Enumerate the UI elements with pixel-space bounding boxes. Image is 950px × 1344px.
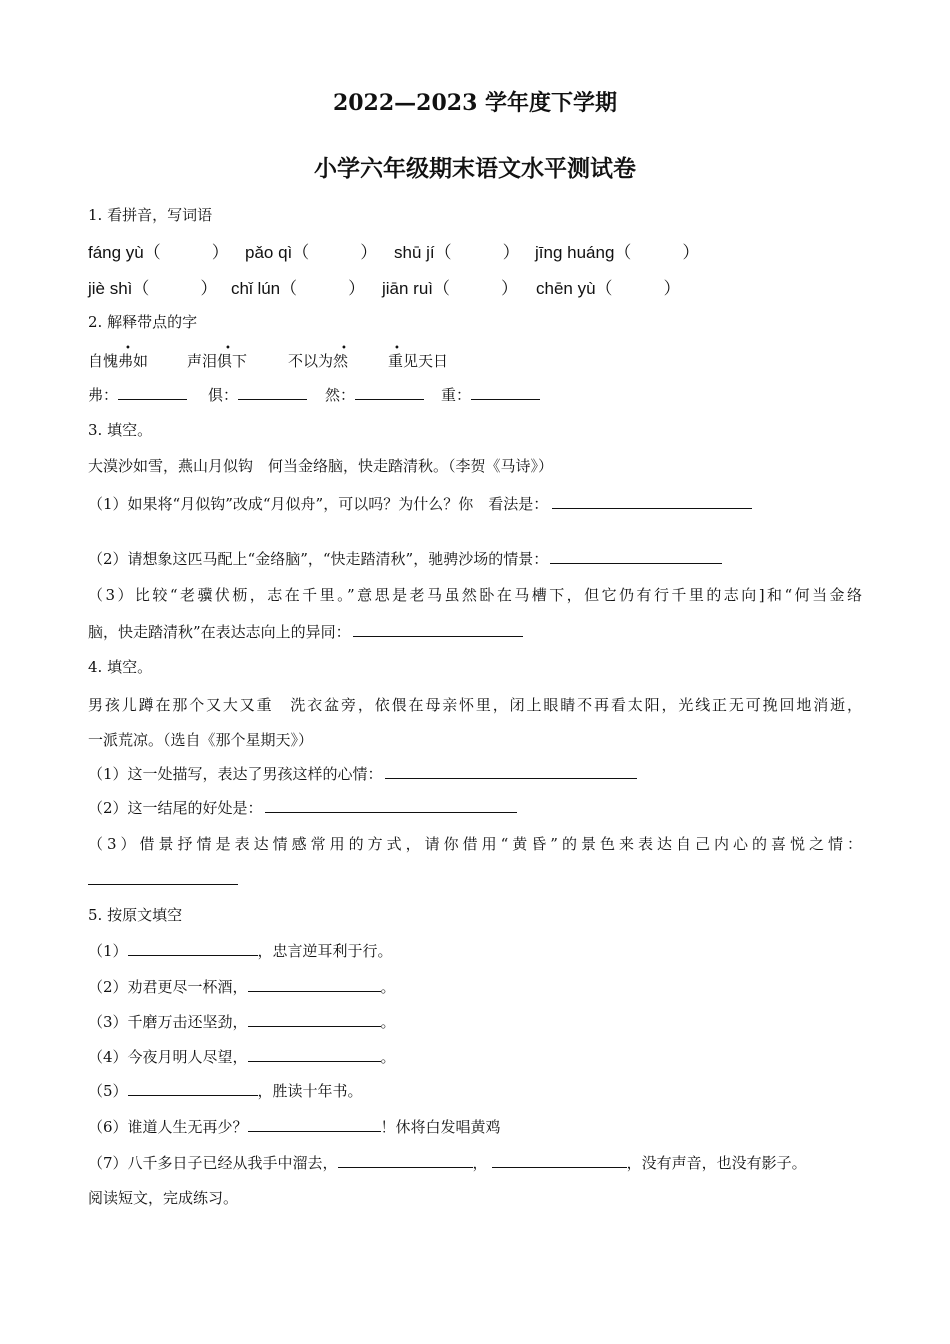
question-text: ， bbox=[472, 1154, 488, 1172]
word-text: 不以为然 bbox=[288, 352, 349, 370]
word-text: 声泪俱下 bbox=[187, 352, 248, 370]
question-text: （6）谁道人生无再少？ bbox=[88, 1118, 248, 1136]
pinyin-item: shū jí（ ） bbox=[394, 243, 520, 262]
answer-blank[interactable] bbox=[338, 1153, 473, 1168]
q1-pinyin-row-2 bbox=[88, 274, 681, 299]
emphasis-dot-icon: • bbox=[394, 343, 400, 354]
q5-item-7 bbox=[88, 1152, 807, 1173]
q1-heading: 1. 看拼音，写词语 bbox=[88, 206, 213, 224]
emphasis-dot-icon: • bbox=[341, 343, 347, 354]
q3-sub3-line2 bbox=[88, 621, 523, 642]
q4-sub3-answer bbox=[88, 870, 238, 889]
q4-sub1 bbox=[88, 763, 637, 784]
answer-blank[interactable] bbox=[248, 1047, 381, 1062]
dotted-word bbox=[187, 343, 288, 371]
q5-item-6 bbox=[88, 1116, 501, 1137]
question-text: ！休将白发唱黄鸡 bbox=[380, 1118, 501, 1136]
q5-heading: 5. 按原文填空 bbox=[88, 906, 183, 924]
answer-blank[interactable] bbox=[88, 870, 238, 885]
q2-answers bbox=[88, 384, 540, 405]
dotted-word bbox=[88, 343, 187, 371]
q4-passage-line1: 男孩儿蹲在那个又大又重 洗衣盆旁，依偎在母亲怀里，闭上眼睛不再看太阳，光线正无可挽回地消逝， bbox=[88, 696, 862, 714]
answer-blank[interactable] bbox=[552, 494, 752, 509]
question-text: ，没有声音，也没有影子。 bbox=[626, 1154, 807, 1172]
question-text: （5） bbox=[88, 1082, 128, 1100]
question-text: （7）八千多日子已经从我手中溜去， bbox=[88, 1154, 338, 1172]
q3-sub3-line1: （3）比较“老骥伏枥，志在千里。”意思是老马虽然卧在马槽下，但它仍有行千里的志向]和“何当金络 bbox=[88, 586, 862, 604]
answer-blank[interactable] bbox=[471, 385, 540, 400]
answer-blank[interactable] bbox=[355, 385, 424, 400]
answer-blank[interactable] bbox=[248, 977, 381, 992]
pinyin-item: jīng huáng（ ） bbox=[535, 243, 700, 262]
q3-sub2 bbox=[88, 548, 722, 569]
answer-label: 然： bbox=[325, 386, 356, 404]
q5-item-4 bbox=[88, 1046, 396, 1067]
q3-poem: 大漠沙如雪，燕山月似钩 何当金络脑，快走踏清秋。（李贺《马诗》） bbox=[88, 457, 554, 475]
pinyin-item: jiè shì（ ） bbox=[88, 279, 218, 298]
question-text: ，忠言逆耳利于行。 bbox=[257, 942, 393, 960]
q3-sub1 bbox=[88, 493, 752, 514]
question-text: （2）这一结尾的好处是： bbox=[88, 799, 263, 817]
answer-blank[interactable] bbox=[385, 764, 637, 779]
answer-blank[interactable] bbox=[353, 622, 523, 637]
q3-heading: 3. 填空。 bbox=[88, 421, 153, 439]
question-text: （1） bbox=[88, 942, 128, 960]
answer-blank[interactable] bbox=[248, 1117, 381, 1132]
question-text: （1）如果将“月似钩”改成“月似舟”，可以吗？为什么？你 看法是： bbox=[88, 495, 549, 513]
reading-instruction: 阅读短文，完成练习。 bbox=[88, 1189, 239, 1207]
answer-blank[interactable] bbox=[128, 1081, 258, 1096]
answer-blank[interactable] bbox=[265, 798, 517, 813]
page-title-exam: 小学六年级期末语文水平测试卷 bbox=[314, 155, 636, 182]
emphasis-dot-icon: • bbox=[225, 343, 231, 354]
answer-blank[interactable] bbox=[550, 549, 722, 564]
answer-label: 弗： bbox=[88, 386, 119, 404]
question-text: （1）这一处描写，表达了男孩这样的心情： bbox=[88, 765, 383, 783]
answer-label: 俱： bbox=[208, 386, 239, 404]
answer-blank[interactable] bbox=[238, 385, 307, 400]
emphasis-dot-icon: • bbox=[125, 343, 131, 354]
question-text: （2）请想象这匹马配上“金络脑”，“快走踏清秋”，驰骋沙场的情景： bbox=[88, 550, 549, 568]
question-text: ，胜读十年书。 bbox=[257, 1082, 363, 1100]
answer-blank[interactable] bbox=[248, 1012, 381, 1027]
word-text: 重见天日 bbox=[388, 352, 449, 370]
question-text: （2）劝君更尽一杯酒， bbox=[88, 978, 248, 996]
answer-blank[interactable] bbox=[118, 385, 187, 400]
pinyin-item: jiān ruì（ ） bbox=[382, 279, 519, 298]
pinyin-item: chēn yù（ ） bbox=[536, 279, 681, 298]
pinyin-item: chǐ lún（ ） bbox=[231, 279, 366, 298]
answer-label: 重： bbox=[441, 386, 472, 404]
question-text: 。 bbox=[380, 1013, 396, 1031]
question-text: 。 bbox=[380, 978, 396, 996]
q5-item-3 bbox=[88, 1011, 396, 1032]
pinyin-item: fáng yù（ ） bbox=[88, 243, 229, 262]
question-text: 脑，快走踏清秋”在表达志向上的异同： bbox=[88, 623, 351, 641]
answer-blank[interactable] bbox=[128, 941, 258, 956]
q2-heading: 2. 解释带点的字 bbox=[88, 313, 198, 331]
dotted-word bbox=[388, 343, 449, 371]
answer-blank[interactable] bbox=[492, 1153, 627, 1168]
dotted-word bbox=[288, 343, 388, 371]
page-title-term: 2022—2023 学年度下学期 bbox=[332, 90, 618, 116]
question-text: （4）今夜月明人尽望， bbox=[88, 1048, 248, 1066]
word-text: 自愧弗如 bbox=[88, 352, 149, 370]
q4-passage-line2: 一派荒凉。（选自《那个星期天》） bbox=[88, 731, 314, 749]
q4-sub2 bbox=[88, 797, 517, 818]
question-text: （3）千磨万击还坚劲， bbox=[88, 1013, 248, 1031]
q1-pinyin-row-1 bbox=[88, 238, 699, 263]
q5-item-2 bbox=[88, 976, 396, 997]
question-text: 。 bbox=[380, 1048, 396, 1066]
q5-item-1 bbox=[88, 940, 393, 961]
q4-sub3: （3）借景抒情是表达情感常用的方式，请你借用“黄昏”的景色来表达自己内心的喜悦之情： bbox=[88, 835, 862, 853]
q4-heading: 4. 填空。 bbox=[88, 658, 153, 676]
pinyin-item: pǎo qì（ ） bbox=[245, 243, 378, 262]
q2-words bbox=[88, 343, 449, 371]
q5-item-5 bbox=[88, 1080, 363, 1101]
